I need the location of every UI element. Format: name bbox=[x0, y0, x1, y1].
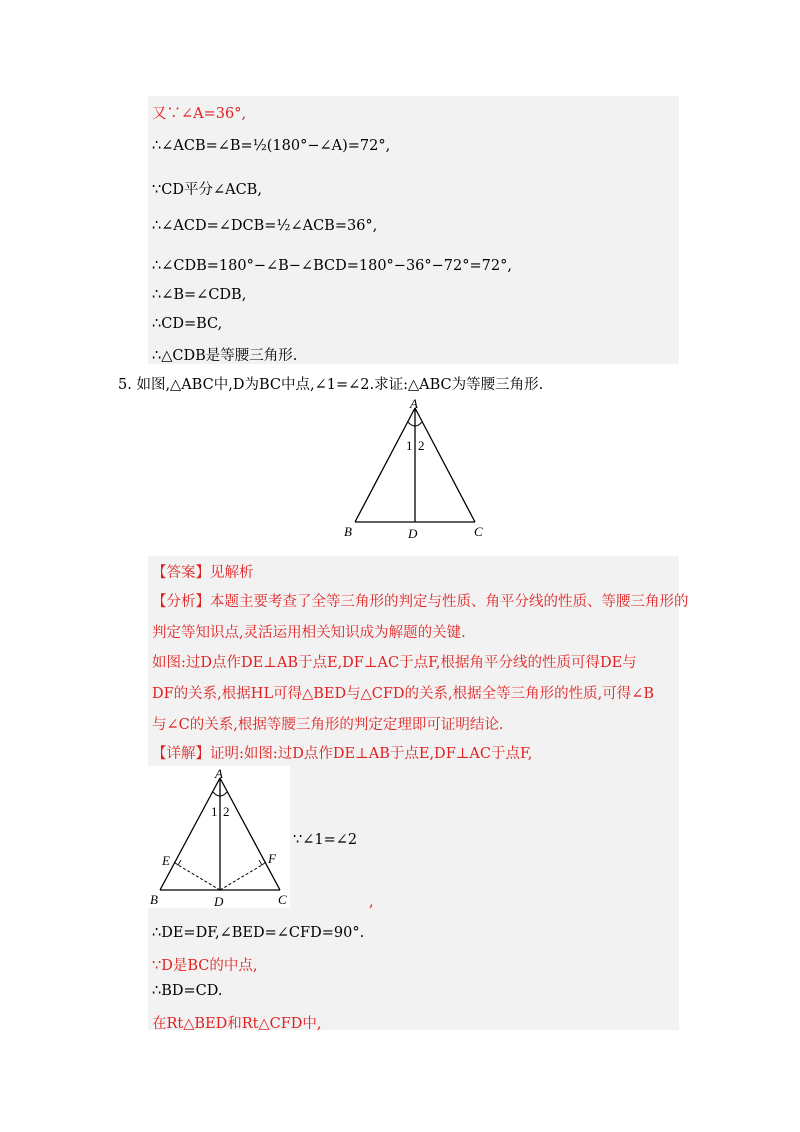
label-A: A bbox=[410, 396, 418, 411]
solution-line-3: ∵CD平分∠ACB, bbox=[152, 182, 262, 198]
label-D: D bbox=[408, 526, 418, 541]
solution-line-7: ∴CD=BC, bbox=[152, 316, 223, 332]
question-text: 如图,△ABC中,D为BC中点,∠1=∠2.求证:△ABC为等腰三角形. bbox=[136, 377, 544, 393]
answer-line: 【答案】见解析 bbox=[152, 565, 254, 581]
question-number: 5. bbox=[118, 377, 132, 393]
analysis-line-3: 如图:过D点作DE⊥AB于点E,DF⊥AC于点F,根据角平分线的性质可得DE与 bbox=[152, 655, 637, 671]
label-C: C bbox=[474, 524, 483, 539]
detail-line: 【详解】证明:如图:过D点作DE⊥AB于点E,DF⊥AC于点F, bbox=[152, 746, 533, 762]
side-ac bbox=[415, 408, 475, 522]
analysis-line-1: 【分析】本题主要考查了全等三角形的判定与性质、角平分线的性质、等腰三角形的 bbox=[152, 594, 689, 610]
label-2: 2 bbox=[223, 804, 230, 819]
proof-step-3: ∴BD=CD. bbox=[152, 983, 223, 999]
solution-line-4: ∴∠ACD=∠DCB=½∠ACB=36°, bbox=[152, 218, 378, 234]
side-ab bbox=[355, 408, 415, 522]
label-1: 1 bbox=[406, 438, 413, 453]
stray-comma: , bbox=[369, 894, 374, 910]
label-E: E bbox=[162, 853, 170, 868]
solution-line-8: ∴△CDB是等腰三角形. bbox=[152, 348, 298, 364]
solution-line-5: ∴∠CDB=180°−∠B−∠BCD=180°−36°−72°=72°, bbox=[152, 258, 512, 274]
side-ab bbox=[160, 778, 220, 890]
proof-step-1: ∴DE=DF,∠BED=∠CFD=90°. bbox=[152, 925, 365, 941]
label-2: 2 bbox=[418, 438, 425, 453]
label-C: C bbox=[278, 892, 287, 907]
label-F: F bbox=[268, 851, 276, 866]
question-5 bbox=[118, 373, 543, 394]
solution-line-2: ∴∠ACB=∠B=½(180°−∠A)=72°, bbox=[152, 138, 391, 154]
label-D: D bbox=[214, 894, 224, 908]
proof-step-2: ∵D是BC的中点, bbox=[152, 958, 258, 974]
analysis-line-5: 与∠C的关系,根据等腰三角形的判定定理即可证明结论. bbox=[152, 717, 504, 733]
solution-line-1: 又∵∠A=36°, bbox=[152, 106, 247, 122]
triangle-figure-2 bbox=[148, 766, 290, 908]
label-1: 1 bbox=[211, 804, 218, 819]
angle-equality: ∵∠1=∠2 bbox=[293, 832, 358, 848]
analysis-line-2: 判定等知识点,灵活运用相关知识成为解题的关键. bbox=[152, 625, 466, 641]
analysis-line-4: DF的关系,根据HL可得△BED与△CFD的关系,根据全等三角形的性质,可得∠B bbox=[152, 686, 655, 702]
label-B: B bbox=[150, 892, 158, 907]
side-ac bbox=[220, 778, 280, 890]
perpendicular-df bbox=[220, 865, 262, 890]
label-B: B bbox=[344, 524, 352, 539]
proof-step-4: 在Rt△BED和Rt△CFD中, bbox=[152, 1016, 322, 1032]
triangle-figure-1 bbox=[340, 396, 500, 544]
solution-line-6: ∴∠B=∠CDB, bbox=[152, 287, 247, 303]
perpendicular-de bbox=[178, 865, 220, 890]
label-A: A bbox=[215, 766, 223, 781]
